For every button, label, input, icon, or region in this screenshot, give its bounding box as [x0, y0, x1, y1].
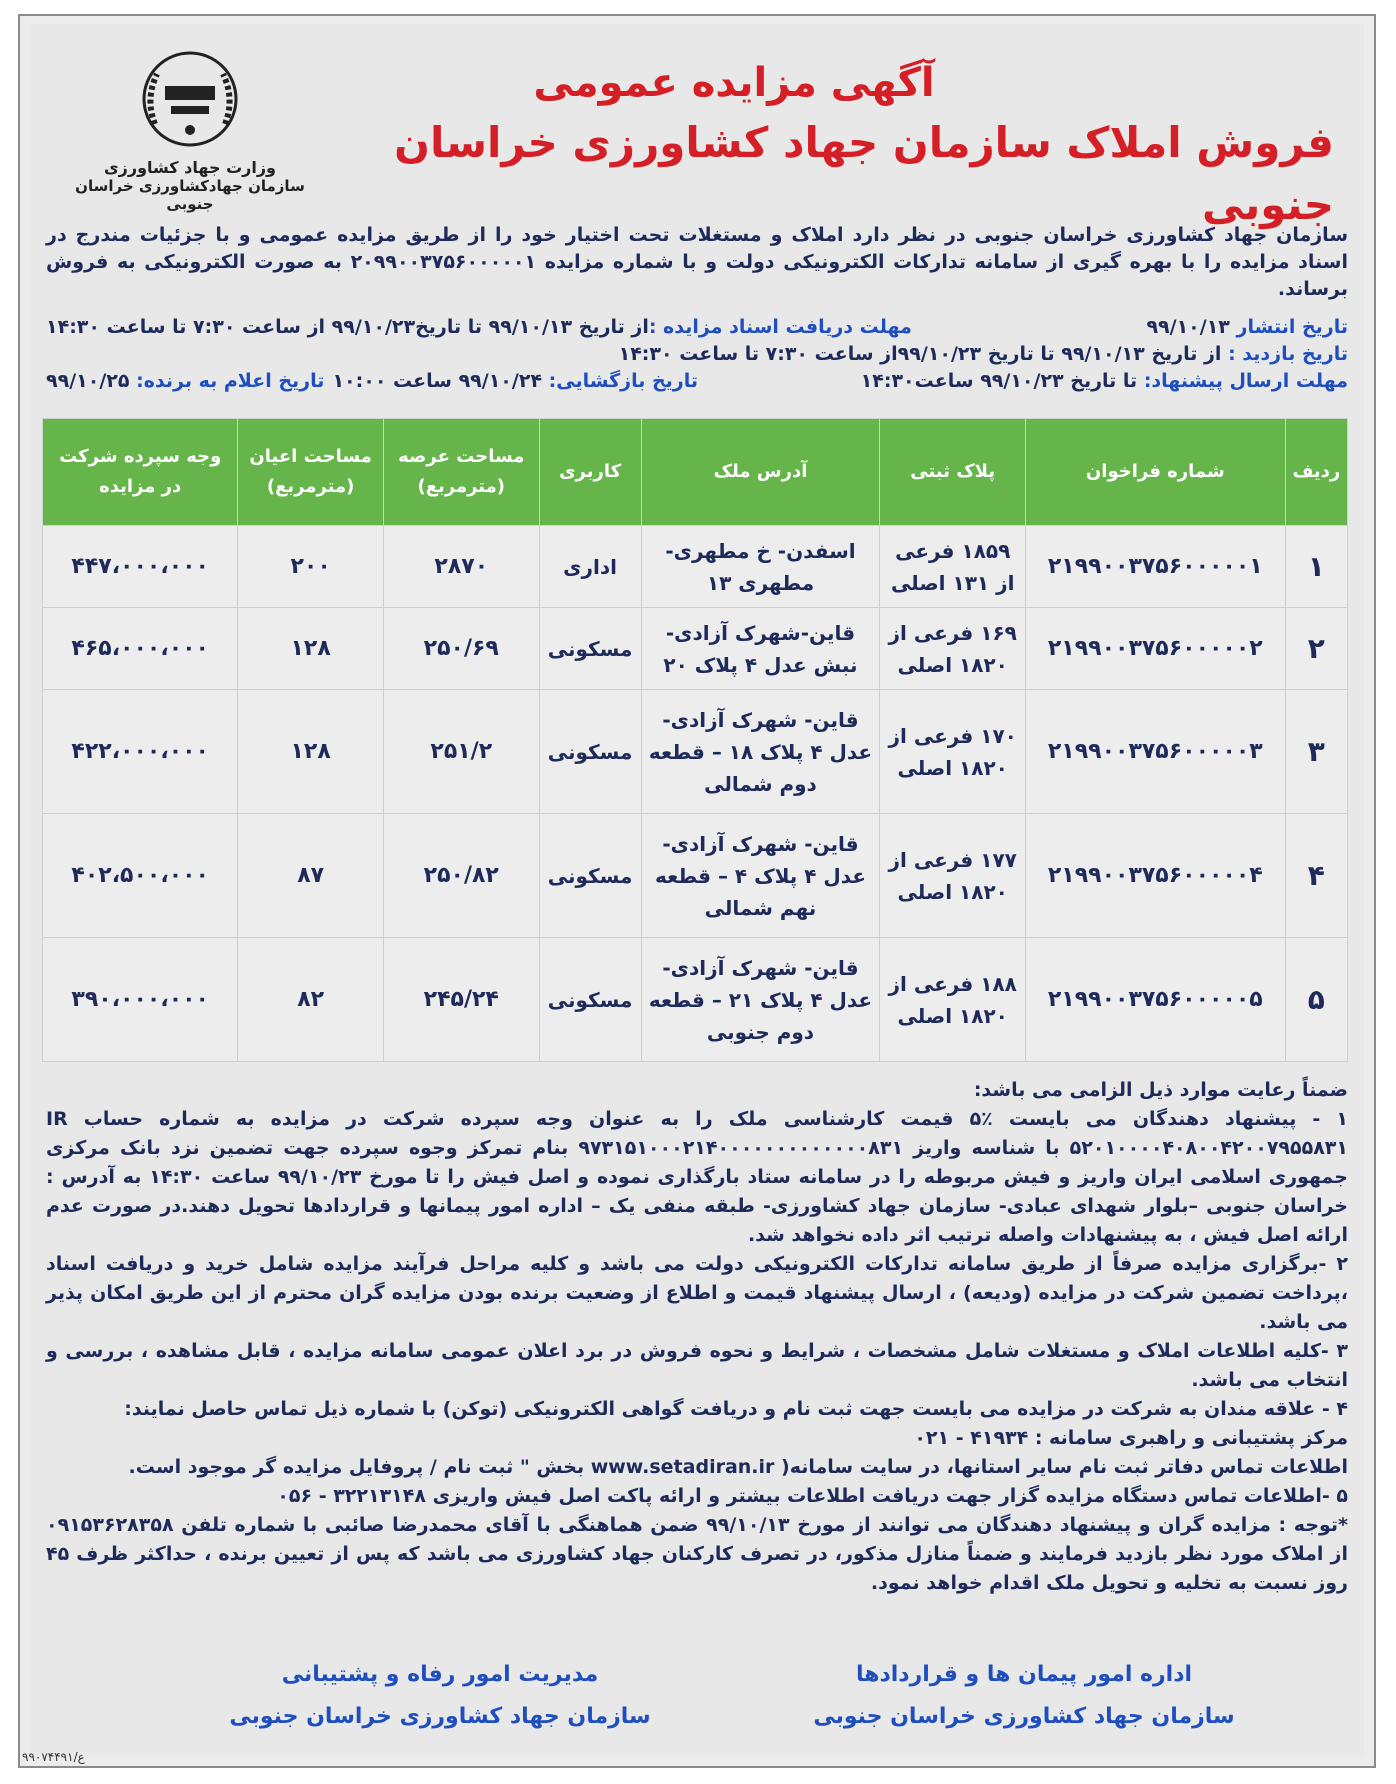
building-area: ۸۲	[238, 938, 383, 1062]
property-address: اسفدن- خ مطهری- مطهری ۱۳	[641, 526, 880, 608]
call-number: ۲۱۹۹۰۰۳۷۵۶۰۰۰۰۰۵	[1025, 938, 1285, 1062]
note-1-deposit: ۱ - پیشنهاد دهندگان می بایست ٪۵ قیمت کارشناسی ملک را به عنوان وجه سپرده شرکت در مزایده به شماره حساب IR ۵۲۰۱۰۰۰۰۴۰۸۰۰۴۲۰۰۷۹۵۵۸۳۱ با شناسه واریز ۹۷۳۱۵۱۰۰۰۲۱۴۰۰۰۰۰۰۰۰۰۰۰۰۰۸۳۱ بنام تمرکز وجوه سپرده جهت تضمین نزد بانک مرکزی جمهوری اسلامی ایران واریز و فیش مربوطه را در سامانه ستاد بارگذاری نموده و اصل فیش را تا مورخ ۹۹/۱۰/۲۳ ساعت ۱۴:۳۰ به آدرس : خراسان جنوبی –بلوار شهدای عبادی- سازمان جهاد کشاورزی- طبقه منفی یک – اداره امور پیمانها و قراردادها تحویل دهند.در صورت عدم ارائه اصل فیش ، به پیشنهادات واصله ترتیب اثر داده نخواهد شد.	[46, 1108, 1348, 1246]
winner-date-label: تاریخ اعلام به برنده:	[136, 370, 325, 392]
property-address: قاین- شهرک آزادی- عدل ۴ پلاک ۲۱ – قطعه دوم جنوبی	[641, 938, 880, 1062]
header	[344, 54, 1344, 236]
logo-organization-name: سازمان جهادکشاورزی خراسان جنوبی	[75, 177, 305, 213]
registry-plate: ۱۷۷ فرعی از ۱۸۲۰ اصلی	[880, 814, 1025, 938]
table-row	[43, 690, 1348, 814]
dates-row-2	[46, 341, 1348, 368]
row-number: ۳	[1285, 690, 1347, 814]
deposit-amount: ۳۹۰،۰۰۰،۰۰۰	[43, 938, 238, 1062]
ad-code: ع/۹۹۰۷۴۴۹۱	[22, 1750, 85, 1764]
header-row-number: ردیف	[1285, 419, 1347, 526]
table-header-row	[43, 419, 1348, 526]
land-area: ۲۵۰/۸۲	[383, 814, 539, 938]
row-number: ۲	[1285, 608, 1347, 690]
advertisement-page	[18, 14, 1376, 1768]
header-address: آدرس ملک	[641, 419, 880, 526]
submit-deadline-value: تا تاریخ ۹۹/۱۰/۲۳ ساعت۱۴:۳۰	[860, 370, 1138, 392]
land-area: ۲۴۵/۲۴	[383, 938, 539, 1062]
property-usage: اداری	[539, 526, 641, 608]
publish-date-value: ۹۹/۱۰/۱۳	[1146, 316, 1230, 338]
opening-date-value: ۹۹/۱۰/۲۴ ساعت ۱۰:۰۰	[332, 370, 543, 392]
note-5-contact: ۵ -اطلاعات تماس دستگاه مزایده گزار جهت دریافت اطلاعات بیشتر و ارائه پاکت اصل فیش واریزی ۳۲۲۱۳۱۴۸ - ۰۵۶	[277, 1485, 1348, 1507]
page-subtitle: فروش املاک سازمان جهاد کشاورزی خراسان جنوبی	[394, 118, 1334, 229]
dates-block	[46, 314, 1348, 395]
building-area: ۲۰۰	[238, 526, 383, 608]
header-registry-plate: پلاک ثبتی	[880, 419, 1025, 526]
registry-plate: ۱۶۹ فرعی از ۱۸۲۰ اصلی	[880, 608, 1025, 690]
note-3-property-info: ۳ -کلیه اطلاعات املاک و مستغلات شامل مشخصات ، شرایط و نحوه فروش در برد اعلان عمومی سامانه مزایده ، قابل مشاهده ، بررسی و انتخاب می باشد.	[46, 1340, 1348, 1391]
signature-left-line1: مدیریت امور رفاه و پشتیبانی	[281, 1662, 599, 1687]
header-call-number: شماره فراخوان	[1025, 419, 1285, 526]
visit-date-label: تاریخ بازدید :	[1228, 343, 1348, 365]
deposit-amount: ۴۲۲،۰۰۰،۰۰۰	[43, 690, 238, 814]
registry-offices-info: اطلاعات تماس دفاتر ثبت نام سایر استانها، در سایت سامانه( www.setadiran.ir بخش " ثبت نام / پروفایل مزایده گر موجود است.	[128, 1456, 1348, 1478]
intro-paragraph: سازمان جهاد کشاورزی خراسان جنوبی در نظر دارد املاک و مستغلات تحت اختیار خود را از طریق مزایده عمومی و با جزئیات مندرج در اسناد مزایده را با بهره گیری از سامانه تدارکات الکترونیکی دولت و با شماره مزایده ۲۰۹۹۰۰۳۷۵۶۰۰۰۰۰۱ به صورت الکترونیکی به فروش برساند.	[46, 224, 1348, 300]
registry-plate: ۱۷۰ فرعی از ۱۸۲۰ اصلی	[880, 690, 1025, 814]
page-title: آگهی مزایده عمومی	[533, 60, 935, 106]
building-area: ۸۷	[238, 814, 383, 938]
publish-date-label: تاریخ انتشار	[1236, 316, 1348, 338]
building-area: ۱۲۸	[238, 608, 383, 690]
registry-plate: ۱۸۵۹ فرعی از ۱۳۱ اصلی	[880, 526, 1025, 608]
property-address: قاین- شهرک آزادی- عدل ۴ پلاک ۴ – قطعه نهم شمالی	[641, 814, 880, 938]
table-row	[43, 608, 1348, 690]
jihad-emblem-icon	[135, 44, 245, 154]
header-building-area: مساحت اعیان (مترمربع)	[238, 419, 383, 526]
table-row	[43, 814, 1348, 938]
property-usage: مسکونی	[539, 690, 641, 814]
dates-row-1	[46, 314, 1348, 341]
land-area: ۲۵۱/۲	[383, 690, 539, 814]
submit-deadline-label: مهلت ارسال پیشنهاد:	[1143, 370, 1348, 392]
registry-plate: ۱۸۸ فرعی از ۱۸۲۰ اصلی	[880, 938, 1025, 1062]
notes-intro: ضمناً رعایت موارد ذیل الزامی می باشد:	[973, 1079, 1348, 1101]
ministry-logo	[70, 44, 310, 219]
conditions-notes	[46, 1076, 1348, 1598]
properties-table	[42, 418, 1348, 1062]
signature-left-line2: سازمان جهاد کشاورزی خراسان جنوبی	[229, 1704, 651, 1729]
signature-right-line2: سازمان جهاد کشاورزی خراسان جنوبی	[813, 1704, 1235, 1729]
call-number: ۲۱۹۹۰۰۳۷۵۶۰۰۰۰۰۱	[1025, 526, 1285, 608]
call-number: ۲۱۹۹۰۰۳۷۵۶۰۰۰۰۰۳	[1025, 690, 1285, 814]
signature-contracts-office	[764, 1654, 1284, 1738]
header-deposit: وجه سپرده شرکت در مزایده	[43, 419, 238, 526]
signature-welfare-management	[180, 1654, 700, 1738]
table-row	[43, 526, 1348, 608]
dates-row-3	[46, 368, 1348, 395]
property-address: قاین- شهرک آزادی- عدل ۴ پلاک ۱۸ – قطعه دوم شمالی	[641, 690, 880, 814]
table-row	[43, 938, 1348, 1062]
property-address: قاین-شهرک آزادی- نبش عدل ۴ پلاک ۲۰	[641, 608, 880, 690]
logo-ministry-name: وزارت جهاد کشاورزی	[103, 158, 276, 177]
call-number: ۲۱۹۹۰۰۳۷۵۶۰۰۰۰۰۴	[1025, 814, 1285, 938]
attention-note: *توجه : مزایده گران و پیشنهاد دهندگان می توانند از مورخ ۹۹/۱۰/۱۳ ضمن هماهنگی با آقای محمدرضا صائبی با شماره تلفن ۰۹۱۵۳۶۲۸۳۵۸ از املاک مورد نظر بازدید فرمایند و ضمناً منازل مذکور، در تصرف کارکنان جهاد کشاورزی می باشد که پس از تعیین برنده ، حداکثر ظرف ۴۵ روز نسبت به تخلیه و تحویل ملک اقدام خواهد نمود.	[46, 1514, 1348, 1594]
call-number: ۲۱۹۹۰۰۳۷۵۶۰۰۰۰۰۲	[1025, 608, 1285, 690]
docs-deadline-value: از تاریخ ۹۹/۱۰/۱۳ تا تاریخ۹۹/۱۰/۲۳ از ساعت ۷:۳۰ تا ساعت ۱۴:۳۰	[46, 316, 649, 338]
note-2-electronic-system: ۲ -برگزاری مزایده صرفاً از طریق سامانه تدارکات الکترونیکی دولت می باشد و کلیه مراحل فرآیند مزایده شامل خرید و دریافت اسناد ،پرداخت تضمین شرکت در مزایده (ودیعه) ، ارسال پیشنهاد قیمت و اطلاع از وضعیت برنده بودن مزایده گران محترم از این طریق امکان پذیر می باشد.	[46, 1253, 1348, 1333]
deposit-amount: ۴۰۲،۵۰۰،۰۰۰	[43, 814, 238, 938]
land-area: ۲۵۰/۶۹	[383, 608, 539, 690]
visit-date-value: از تاریخ ۹۹/۱۰/۱۳ تا تاریخ ۹۹/۱۰/۲۳از ساعت ۷:۳۰ تا ساعت ۱۴:۳۰	[618, 343, 1222, 365]
deposit-amount: ۴۶۵،۰۰۰،۰۰۰	[43, 608, 238, 690]
property-usage: مسکونی	[539, 938, 641, 1062]
deposit-amount: ۴۴۷،۰۰۰،۰۰۰	[43, 526, 238, 608]
support-center: مرکز پشتیبانی و راهبری سامانه : ۴۱۹۳۴ - ۰۲۱	[914, 1427, 1348, 1449]
header-usage: کاربری	[539, 419, 641, 526]
row-number: ۵	[1285, 938, 1347, 1062]
property-usage: مسکونی	[539, 814, 641, 938]
signature-right-line1: اداره امور پیمان ها و قراردادها	[855, 1662, 1193, 1687]
docs-deadline-label: مهلت دریافت اسناد مزایده :	[648, 316, 912, 338]
advertisement-body	[30, 24, 1364, 1756]
note-4-registration: ۴ - علاقه مندان به شرکت در مزایده می بایست جهت ثبت نام و دریافت گواهی الکترونیکی (توکن) با شماره ذیل تماس حاصل نمایند:	[124, 1398, 1348, 1420]
property-usage: مسکونی	[539, 608, 641, 690]
land-area: ۲۸۷۰	[383, 526, 539, 608]
winner-date-value: ۹۹/۱۰/۲۵	[46, 370, 130, 392]
opening-date-label: تاریخ بازگشایی:	[548, 370, 698, 392]
building-area: ۱۲۸	[238, 690, 383, 814]
row-number: ۱	[1285, 526, 1347, 608]
header-land-area: مساحت عرصه (مترمربع)	[383, 419, 539, 526]
row-number: ۴	[1285, 814, 1347, 938]
